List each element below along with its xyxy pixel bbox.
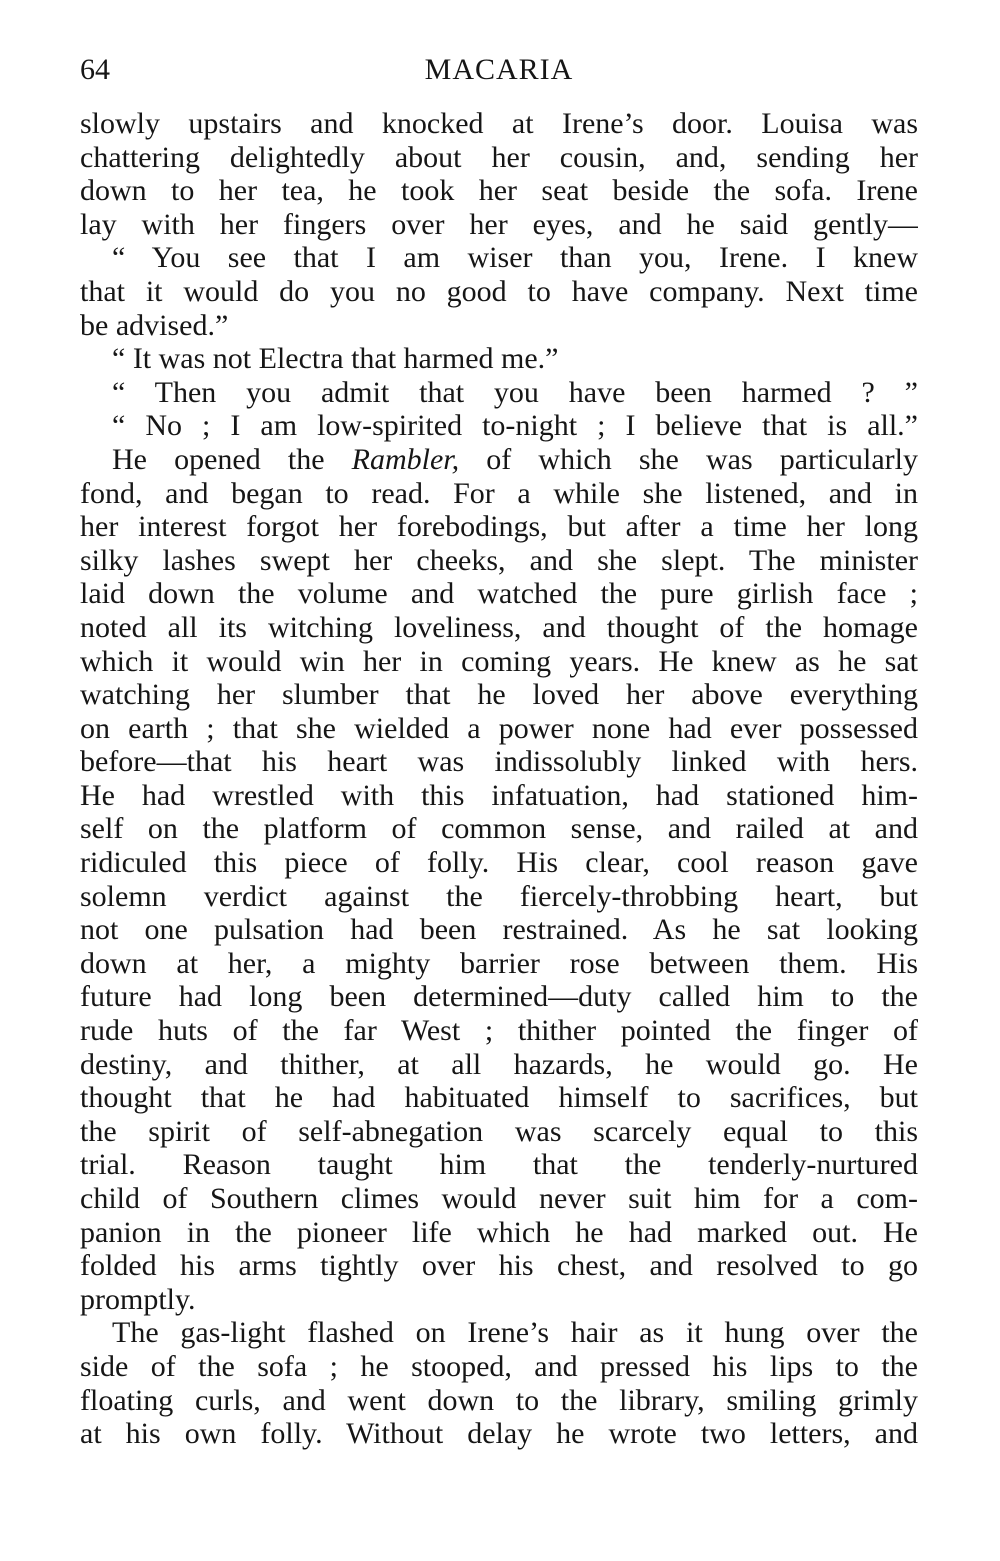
text-segment: He opened the: [112, 442, 352, 476]
text-line: He had wrestled with this infatuation, had stationed him-: [80, 778, 918, 812]
text-line: solemn verdict against the fiercely-throbbing heart, but: [80, 879, 918, 913]
page-header: [80, 50, 918, 90]
text-line: down at her, a mighty barrier rose between them. His: [80, 946, 918, 980]
text-line: before—that his heart was indissolubly linked with hers.: [80, 745, 918, 779]
text-line: side of the sofa ; he stooped, and pressed his lips to the: [80, 1349, 918, 1383]
text-line: thought that he had habituated himself to sacrifices, but: [80, 1081, 918, 1115]
text-line: promptly.: [80, 1282, 196, 1316]
text-line: folded his arms tightly over his chest, and resolved to go: [80, 1249, 918, 1283]
text-line: panion in the pioneer life which he had marked out. He: [80, 1215, 918, 1249]
text-line: “ No ; I am low-spirited to-night ; I believe that is all.”: [112, 409, 918, 443]
text-line: chattering delightedly about her cousin, and, sending her: [80, 140, 918, 174]
body-text: [80, 107, 918, 1451]
text-line: destiny, and thither, at all hazards, he would go. He: [80, 1047, 918, 1081]
page-number: 64: [80, 53, 110, 86]
text-line: lay with her fingers over her eyes, and he said gently—: [80, 207, 918, 241]
text-line: rude huts of the far West ; thither pointed the finger of: [80, 1014, 918, 1048]
text-line: self on the platform of common sense, and railed at and: [80, 812, 918, 846]
text-line: fond, and began to read. For a while she listened, and in: [80, 476, 918, 510]
text-line: laid down the volume and watched the pure girlish face ;: [80, 577, 918, 611]
text-line: “ Then you admit that you have been harmed ? ”: [112, 375, 918, 409]
text-line: trial. Reason taught him that the tenderly-nurtured: [80, 1148, 918, 1182]
text-line: child of Southern climes would never suit him for a com-: [80, 1182, 918, 1215]
text-line: at his own folly. Without delay he wrote two letters, and: [80, 1417, 918, 1451]
text-line: slowly upstairs and knocked at Irene’s door. Louisa was: [80, 107, 918, 140]
text-line: silky lashes swept her cheeks, and she slept. The minister: [80, 543, 918, 577]
text-line: noted all its witching loveliness, and thought of the homage: [80, 610, 918, 644]
text-line: “ You see that I am wiser than you, Irene. I knew: [112, 241, 918, 275]
text-line: her interest forgot her forebodings, but after a time her long: [80, 510, 918, 544]
text-line: [80, 443, 918, 477]
text-line: down to her tea, he took her seat beside the sofa. Irene: [80, 174, 918, 208]
text-segment: of which she was particularly: [459, 442, 918, 476]
text-line: not one pulsation had been restrained. As he sat looking: [80, 913, 918, 947]
text-line: that it would do you no good to have company. Next time: [80, 274, 918, 308]
text-line: The gas-light flashed on Irene’s hair as it hung over the: [112, 1316, 918, 1350]
text-line: “ It was not Electra that harmed me.”: [112, 342, 559, 376]
text-line: on earth ; that she wielded a power none had ever possessed: [80, 711, 918, 745]
running-title: MACARIA: [424, 53, 574, 86]
text-line: floating curls, and went down to the library, smiling grimly: [80, 1383, 918, 1417]
text-line: ridiculed this piece of folly. His clear, cool reason gave: [80, 846, 918, 880]
text-line: future had long been determined—duty called him to the: [80, 980, 918, 1014]
text-line: which it would win her in coming years. He knew as he sat: [80, 644, 918, 678]
text-line: watching her slumber that he loved her above everything: [80, 678, 918, 712]
text-line: the spirit of self-abnegation was scarcely equal to this: [80, 1114, 918, 1148]
text-line: be advised.”: [80, 308, 229, 342]
book-title-italic: Rambler,: [351, 442, 460, 476]
